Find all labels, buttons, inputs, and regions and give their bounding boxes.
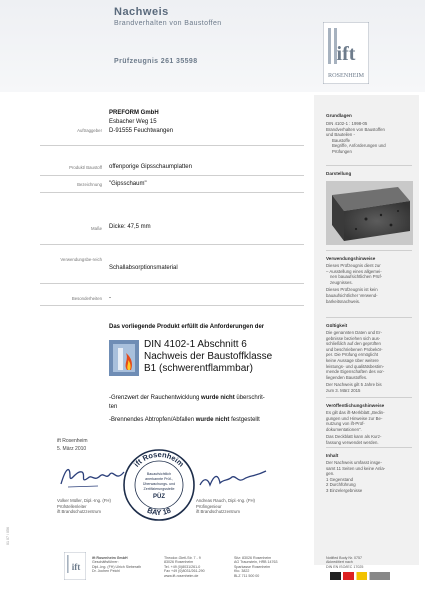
masse-label: Maße	[91, 226, 102, 231]
left-signer-name: Volker Müller, Dipl.-Ing. (FH)	[57, 498, 111, 503]
document-code: 01 07 / 056	[6, 527, 10, 545]
divider	[40, 283, 304, 284]
sidebar-heading-grundlagen: Grundlagen	[326, 113, 352, 118]
client-city: D-91555 Feuchtwangen	[109, 128, 174, 134]
divider	[326, 317, 412, 318]
footer-company: ift Rosenheim GmbH Geschäftsführer: Dipl.-Ing. (FH) Ulrich Sieberath Dr. Jochen Peichl	[92, 556, 142, 574]
sidebar-heading-verwendung: Verwendungshinweise	[326, 256, 376, 261]
signature-left	[58, 462, 128, 492]
divider	[326, 165, 412, 166]
divider	[40, 145, 304, 146]
svg-text:Zertifizierungsstelle: Zertifizierungsstelle	[143, 487, 175, 491]
designation-value: "Gipsschaum"	[109, 181, 147, 187]
issue-date: 5. März 2010	[57, 446, 87, 452]
footer-ift-logo	[64, 552, 86, 580]
footer-address: Theodor-Gietl-Str. 7 - 9 83026 Rosenheim Tel. +49 (0)8031/261-0 Fax +49 (0)8031/261-290 www.ift-rosenheim.de	[164, 556, 205, 578]
certification-marks	[330, 572, 390, 580]
divider	[326, 250, 412, 251]
right-signer-role: Prüfingenieur	[196, 503, 222, 509]
left-signer-role: Prüfstellenleiter	[57, 503, 87, 509]
svg-text:Bauaufsichtlich: Bauaufsichtlich	[146, 472, 172, 476]
sidebar-heading-inhalt: Inhalt	[326, 453, 339, 458]
divider	[40, 244, 304, 245]
footer-accreditation: Notified Body Nr. 0757 Akkreditiert nach DIN EN ISO/IEC 17025	[326, 556, 364, 569]
left-signer-dept: ift Brandschutzzentrum	[57, 509, 101, 514]
special-value: -	[109, 295, 111, 301]
report-number: Prüfzeugnis 261 35598	[114, 58, 198, 65]
standard-title: DIN 4102-1 Abschnitt 6	[144, 339, 247, 350]
verwendung-label: Verwendungsbe-reich	[60, 257, 102, 262]
inhalt-text: Der Nachweis umfasst insge- samt 11 Seiten und keine Anla- gen. 1 Gegenstand 2 Durchführung 3 Einzelergebnisse	[326, 460, 386, 493]
svg-text:ift: ift	[71, 562, 81, 572]
issue-place: ift Rosenheim	[57, 438, 88, 444]
signature-right	[198, 465, 268, 495]
dimensions-value: Dicke: 47,5 mm	[109, 224, 151, 230]
right-signer-name: Andreas Rauch, Dipl.-Ing. (FH)	[196, 498, 255, 503]
divider	[40, 192, 304, 193]
svg-text:BAY 18: BAY 18	[145, 505, 173, 518]
client-street: Esbacher Weg 15	[109, 119, 157, 125]
auftraggeber-label: Auftraggeber	[77, 128, 102, 133]
produkt-label: Produkt/ Baustoff	[69, 165, 102, 170]
document-subtitle: Brandverhalten von Baustoffen	[114, 20, 222, 27]
fire-class: B1 (schwerentflammbar)	[144, 363, 253, 374]
svg-text:anerkannte Prüf-,: anerkannte Prüf-,	[145, 477, 173, 481]
divider	[40, 175, 304, 176]
client-name: PREFORM GmbH	[109, 110, 159, 116]
bezeichnung-label: Bezeichnung	[77, 182, 102, 187]
fire-class-icon	[109, 340, 139, 376]
divider	[326, 397, 412, 398]
logo-subtext: ROSENHEIM	[327, 72, 365, 79]
sidebar-heading-gueltigkeit: Gültigkeit	[326, 323, 348, 328]
sidebar-heading-veroeffentlichung: Veröffentlichungshinweise	[326, 403, 385, 408]
grundlagen-list: DIN 4102-1 : 1998-05 Brandverhalten von Baustoffen und Bauteilen - Baustoffe Begriffe, Anforderungen und Prüfungen	[326, 121, 386, 154]
standard-subtitle: Nachweis der Baustoffklasse	[144, 351, 273, 362]
compliance-intro: Das vorliegende Produkt erfüllt die Anforderungen der	[109, 324, 265, 330]
official-stamp	[122, 448, 196, 522]
sidebar-heading-darstellung: Darstellung	[326, 171, 352, 176]
besonderheiten-label: Besonderheiten	[71, 296, 102, 301]
logo-text: ift	[336, 43, 356, 65]
divider	[40, 305, 304, 306]
verwendung-text: Dieses Prüfzeugnis dient zur – Ausstellung eines allgemei- nen bauaufsichtlichen Prüf- zeugnisses. Dieses Prüfzeugnis ist kein bauaufsichtlicher Verwend- barkeitsnachweis.	[326, 263, 383, 304]
ift-logo	[323, 22, 369, 84]
gueltigkeit-text: Die genannten Daten und Er- gebnisse beziehen sich aus- schließlich auf den geprüften und beschriebenen Probekör- per. Die Prüfung ermöglicht keine Aussage über weitere leistungs- und qualitätsbestim- mende Eigenschaften des vor- liegenden Baustoffes. Der Nachweis gilt 5 Jahre bis zum 3. März 2015	[326, 330, 385, 393]
divider	[326, 447, 412, 448]
usage-value: Schallabsorptionsmaterial	[109, 265, 178, 271]
svg-text:PÜZ: PÜZ	[153, 494, 165, 500]
right-signer-dept: ift Brandschutzzentrum	[196, 509, 240, 514]
document-title: Nachweis	[114, 6, 169, 18]
smoke-result: -Grenzwert der Rauchentwicklung wurde nicht überschrit- ten	[109, 395, 265, 410]
dripping-result: -Brennendes Abtropfen/Abfallen wurde nicht festgestellt	[109, 417, 260, 423]
product-value: offenporige Gipsschaumplatten	[109, 164, 192, 170]
product-photo	[326, 181, 413, 245]
svg-text:ift Rosenheim: ift Rosenheim	[131, 449, 186, 469]
svg-text:Überwachungs- und: Überwachungs- und	[142, 482, 176, 486]
veroeffentlichung-text: Es gilt das ift-Merkblatt „Bedin- gungen und Hinweise zur Be- nutzung von ift-Prüf- dokumentationen". Das Deckblatt kann als Kurz- fassung verwendet werden.	[326, 410, 385, 445]
footer-registry: Sitz: 83026 Rosenheim AG Traunstein, HRB 14763 Sparkasse Rosenheim Kto. 3822 BLZ 711 500 00	[234, 556, 278, 578]
